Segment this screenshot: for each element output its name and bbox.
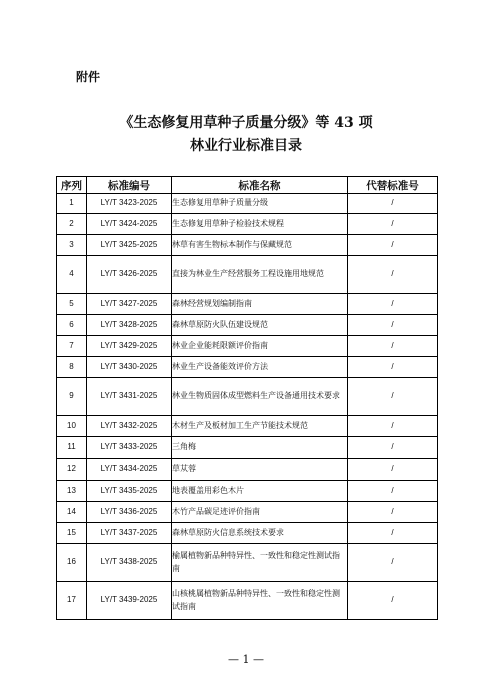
- row-name: 山核桃属植物新品种特异性、一致性和稳定性测试指南: [172, 582, 348, 620]
- table-row: [57, 523, 438, 544]
- row-index: 7: [57, 336, 87, 357]
- row-replaces: /: [348, 481, 438, 502]
- table-row: [57, 416, 438, 437]
- row-index: 11: [57, 437, 87, 459]
- row-name: 三角梅: [172, 437, 348, 459]
- row-replaces: /: [348, 194, 438, 214]
- table-row: [57, 357, 438, 378]
- row-index: 6: [57, 315, 87, 336]
- row-replaces: /: [348, 544, 438, 582]
- row-replaces: /: [348, 459, 438, 481]
- table-row: [57, 315, 438, 336]
- header-replaces: 代替标准号: [348, 177, 438, 194]
- table-row: [57, 582, 438, 620]
- row-name: 森林草原防火队伍建设规范: [172, 315, 348, 336]
- row-replaces: /: [348, 235, 438, 256]
- row-name: 林草有害生物标本制作与保藏规范: [172, 235, 348, 256]
- row-code: LY/T 3437-2025: [87, 523, 172, 544]
- table-row: [57, 459, 438, 481]
- table-row: [57, 256, 438, 294]
- row-name: 地表覆盖用彩色木片: [172, 481, 348, 502]
- row-index: 17: [57, 582, 87, 620]
- row-name: 直接为林业生产经营服务工程设施用地规范: [172, 256, 348, 294]
- row-replaces: /: [348, 416, 438, 437]
- table-header-row: [57, 177, 438, 194]
- row-name: 榆属植物新品种特异性、一致性和稳定性测试指南: [172, 544, 348, 582]
- row-code: LY/T 3438-2025: [87, 544, 172, 582]
- row-index: 10: [57, 416, 87, 437]
- row-name: 生态修复用草种子质量分级: [172, 194, 348, 214]
- header-name: 标准名称: [172, 177, 348, 194]
- table-row: [57, 481, 438, 502]
- row-replaces: /: [348, 582, 438, 620]
- row-code: LY/T 3430-2025: [87, 357, 172, 378]
- row-index: 4: [57, 256, 87, 294]
- row-replaces: /: [348, 336, 438, 357]
- row-index: 9: [57, 378, 87, 416]
- row-replaces: /: [348, 357, 438, 378]
- table-row: [57, 194, 438, 214]
- row-name: 林业生产设备能效评价方法: [172, 357, 348, 378]
- row-index: 13: [57, 481, 87, 502]
- row-index: 5: [57, 294, 87, 315]
- row-replaces: /: [348, 256, 438, 294]
- row-replaces: /: [348, 378, 438, 416]
- standards-table: [56, 176, 438, 620]
- table-row: [57, 378, 438, 416]
- header-index: 序列: [57, 177, 87, 194]
- row-index: 3: [57, 235, 87, 256]
- table-row: [57, 294, 438, 315]
- row-index: 14: [57, 502, 87, 523]
- row-name: 生态修复用草种子检验技术规程: [172, 214, 348, 235]
- row-name: 草苁蓉: [172, 459, 348, 481]
- row-code: LY/T 3436-2025: [87, 502, 172, 523]
- row-code: LY/T 3431-2025: [87, 378, 172, 416]
- row-replaces: /: [348, 214, 438, 235]
- row-code: LY/T 3424-2025: [87, 214, 172, 235]
- row-index: 8: [57, 357, 87, 378]
- row-replaces: /: [348, 523, 438, 544]
- row-name: 森林草原防火信息系统技术要求: [172, 523, 348, 544]
- row-name: 木材生产及板材加工生产节能技术规范: [172, 416, 348, 437]
- row-index: 15: [57, 523, 87, 544]
- row-name: 林业生物质固体成型燃料生产设备通用技术要求: [172, 378, 348, 416]
- attachment-label: 附件: [76, 70, 101, 84]
- row-code: LY/T 3428-2025: [87, 315, 172, 336]
- table-row: [57, 336, 438, 357]
- row-code: LY/T 3435-2025: [87, 481, 172, 502]
- row-replaces: /: [348, 315, 438, 336]
- header-code: 标准编号: [87, 177, 172, 194]
- row-code: LY/T 3439-2025: [87, 582, 172, 620]
- document-subtitle: 林业行业标准目录: [190, 138, 302, 154]
- page-number: — 1 —: [228, 653, 264, 666]
- row-replaces: /: [348, 502, 438, 523]
- row-index: 16: [57, 544, 87, 582]
- row-index: 12: [57, 459, 87, 481]
- row-code: LY/T 3429-2025: [87, 336, 172, 357]
- row-replaces: /: [348, 294, 438, 315]
- row-code: LY/T 3427-2025: [87, 294, 172, 315]
- table-row: [57, 235, 438, 256]
- row-name: 木竹产品碳足迹评价指南: [172, 502, 348, 523]
- row-name: 森林经营规划编制指南: [172, 294, 348, 315]
- row-name: 林业企业能耗限额评价指南: [172, 336, 348, 357]
- document-title: 《生态修复用草种子质量分级》等 43 项: [119, 115, 373, 131]
- row-index: 1: [57, 194, 87, 214]
- row-code: LY/T 3434-2025: [87, 459, 172, 481]
- table-row: [57, 437, 438, 459]
- row-code: LY/T 3425-2025: [87, 235, 172, 256]
- row-code: LY/T 3433-2025: [87, 437, 172, 459]
- row-index: 2: [57, 214, 87, 235]
- table-row: [57, 214, 438, 235]
- row-replaces: /: [348, 437, 438, 459]
- table-row: [57, 544, 438, 582]
- row-code: LY/T 3423-2025: [87, 194, 172, 214]
- row-code: LY/T 3432-2025: [87, 416, 172, 437]
- row-code: LY/T 3426-2025: [87, 256, 172, 294]
- table-row: [57, 502, 438, 523]
